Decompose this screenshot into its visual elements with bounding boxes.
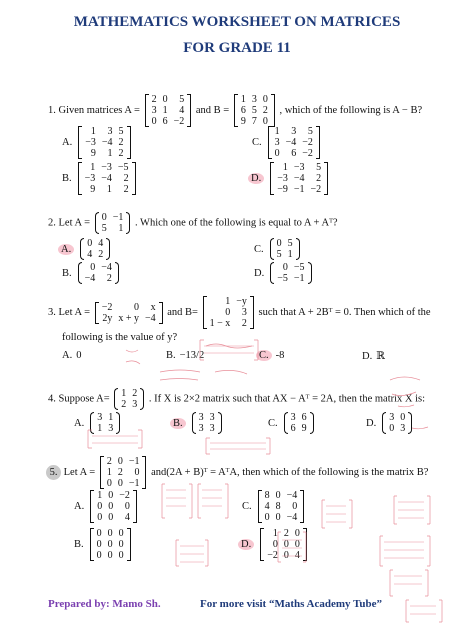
matrix-cell: 0 [96,550,102,561]
matrix-cell: −9 [277,184,288,195]
matrix-cell: 1 [121,388,127,399]
matrix-body [274,162,324,195]
matrix-cell: 1 [108,412,114,423]
option-matrix [90,528,131,561]
matrix-right-bracket [133,490,137,523]
option-matrix [78,162,136,195]
question-text: Suppose A= [58,393,110,405]
question-text: such that A + 2Bᵀ = 0. Then which of the [258,306,431,318]
matrix-cell: −4 [285,137,297,148]
matrix-B [234,94,275,127]
matrix-right-bracket [127,126,131,159]
matrix-cell: 2 [262,105,268,116]
question-number-highlighted: 5. [46,465,61,480]
question-number: 2. [48,217,56,229]
matrix-cell: 3 [151,105,157,116]
q1-option-b[interactable] [62,162,138,195]
matrix-right-bracket [142,456,146,489]
option-matrix [258,490,305,523]
matrix-cell: 4 [124,512,130,523]
matrix-cell: 4 [87,249,93,260]
matrix-cell: 2 [106,273,112,284]
matrix-cell: 1 [272,528,278,539]
q2-option-b[interactable] [62,262,121,284]
option-value: -8 [275,350,285,361]
matrix-right-bracket [159,302,163,324]
matrix-body [196,412,218,434]
question-5 [46,456,428,489]
matrix-body [99,212,127,234]
matrix-cell: −2 [267,550,278,561]
matrix-cell: 0 [118,539,124,550]
matrix-cell: −3 [101,162,112,173]
matrix-cell: 2 [106,456,112,467]
matrix-cell: 6 [301,412,307,423]
matrix-cell: 6 [290,423,296,434]
matrix-cell: 4 [98,238,104,249]
matrix-body [94,490,133,523]
matrix-A [145,94,192,127]
option-matrix [270,262,311,284]
matrix-body [288,412,310,434]
q4-option-b[interactable] [170,412,224,434]
matrix-cell: −3 [85,137,96,148]
matrix-cell: 0 [107,539,113,550]
option-label: C. [252,137,262,148]
question-text: and(2A + B)ᵀ = AᵀA, then which of the following is the matrix B? [151,466,429,478]
q2-option-d[interactable] [254,262,314,284]
matrix-body [94,528,127,561]
option-label: A. [74,501,85,512]
matrix-cell: 1 [240,94,246,105]
matrix-cell: −5 [277,273,288,284]
matrix-body [94,412,116,434]
matrix-right-bracket [316,126,320,159]
matrix-cell: −3 [84,173,96,184]
q1-option-d[interactable] [248,162,330,195]
matrix-cell: 5 [118,126,124,137]
option-matrix [270,162,328,195]
matrix-cell: 9 [301,423,307,434]
matrix-cell: 1 [287,249,293,260]
matrix-right-bracket [115,262,119,284]
matrix-cell: 0 [118,528,124,539]
matrix-cell: 0 [389,423,395,434]
option-matrix [78,262,119,284]
matrix-cell: 3 [274,137,280,148]
matrix-cell: 4 [294,550,300,561]
option-matrix [284,412,314,434]
matrix-right-bracket [106,238,110,260]
matrix-right-bracket [132,162,136,195]
matrix-cell: 0 [264,512,270,523]
matrix-body [84,238,106,260]
option-matrix [382,412,412,434]
matrix-cell: 3 [132,399,138,410]
option-label: D. [362,350,373,362]
q1-option-a[interactable] [62,126,133,159]
matrix-cell: 3 [241,307,247,318]
matrix-cell: 2 [132,388,138,399]
matrix-cell: 2 [283,528,289,539]
matrix-cell: 3 [107,126,113,137]
q5-option-b[interactable] [74,528,133,561]
matrix-cell: 3 [198,423,204,434]
q5-option-c[interactable] [242,490,306,523]
matrix-cell: x [150,301,156,313]
question-4 [48,388,425,410]
matrix-cell: 0 [108,512,114,523]
matrix-cell: 0 [101,212,107,223]
matrix-cell: 9 [90,148,96,159]
matrix-cell: 2 [117,467,123,478]
matrix-cell: −1 [128,478,140,489]
matrix-cell: 3 [251,94,257,105]
matrix-body [238,94,271,127]
option-label: A. [62,137,73,148]
option-label: B. [62,173,72,184]
matrix-cell: −4 [101,137,113,148]
matrix-cell: 0 [292,501,298,512]
q4-option-c[interactable] [268,412,316,434]
matrix-cell: 0 [272,539,278,550]
option-label: C. [254,243,264,255]
question-text: . Which one of the following is equal to A + Aᵀ? [134,217,338,229]
matrix-cell: 0 [96,528,102,539]
matrix-cell: −4 [101,173,112,184]
matrix-body [264,528,303,561]
matrix-cell: −2 [302,137,313,148]
footer-prepared-by: Prepared by: Mamo Sh. [48,598,161,610]
question-3 [48,296,431,329]
matrix-cell: 0 [282,262,288,273]
matrix-cell: 0 [274,148,280,159]
matrix-cell: 0 [124,501,130,512]
matrix-A [95,212,131,234]
matrix-cell: 6 [291,148,297,159]
matrix-cell: −1 [293,273,305,284]
option-label: B. [166,350,176,361]
matrix-right-bracket [310,412,314,434]
q4-option-d[interactable] [366,412,414,434]
question-1 [48,94,422,127]
matrix-cell: −3 [293,162,305,173]
matrix-cell: 1 [97,490,103,501]
matrix-cell: 2 [98,249,104,260]
matrix-cell: 0 [90,262,96,273]
matrix-cell: 2 [241,318,247,329]
matrix-cell: 0 [134,301,139,313]
matrix-cell: 1 [162,105,168,116]
matrix-cell: 6 [162,116,168,127]
option-label: A. [62,350,73,361]
option-matrix [268,126,320,159]
matrix-A [114,388,144,410]
matrix-right-bracket [140,388,144,410]
matrix-cell: 0 [275,512,281,523]
matrix-cell: 5 [316,162,322,173]
matrix-cell: 2 [118,137,124,148]
matrix-right-bracket [187,94,191,127]
matrix-cell: −5 [117,162,129,173]
option-label-highlighted: D. [238,539,254,550]
matrix-cell: 1 [90,162,96,173]
option-matrix [260,528,307,561]
matrix-body [386,412,408,434]
question-text: Let A = [63,466,96,478]
matrix-cell: 0 [151,116,157,127]
matrix-cell: 0 [262,94,268,105]
matrix-cell: 5 [276,249,282,260]
option-label: C. [268,417,278,429]
matrix-cell: 0 [118,550,124,561]
question-text: Let A = [58,306,91,318]
option-label-highlighted: B. [170,418,186,429]
matrix-cell: 1 [274,126,280,137]
matrix-cell: 2y [102,312,113,324]
q4-option-a[interactable] [74,412,122,434]
matrix-cell: 0 [294,528,300,539]
matrix-cell: 0 [106,478,112,489]
matrix-cell: 0 [225,307,231,318]
option-matrix [90,412,120,434]
matrix-cell: 7 [251,116,257,127]
matrix-right-bracket [250,296,254,329]
matrix-cell: −1 [293,184,305,195]
matrix-cell: 1 [118,223,124,234]
matrix-cell: 0 [283,550,289,561]
matrix-cell: 5 [287,238,293,249]
matrix-right-bracket [218,412,222,434]
matrix-right-bracket [300,490,304,523]
matrix-cell: 8 [264,490,270,501]
option-label: C. [242,501,252,512]
matrix-cell: 0 [97,512,103,523]
matrix-cell: 1 [225,296,231,307]
option-matrix [80,238,110,260]
matrix-cell: 1 [97,423,103,434]
matrix-cell: 3 [209,423,215,434]
title-line-2: FOR GRADE 11 [183,40,291,56]
q1-option-c[interactable] [252,126,322,159]
matrix-cell: 2 [316,173,322,184]
q3-option-b[interactable] [166,350,204,361]
question-text: and B = [195,104,230,116]
matrix-cell: −2 [173,116,185,127]
option-label: B. [62,267,72,279]
matrix-cell: −4 [145,312,156,324]
question-number: 4. [48,393,56,405]
matrix-cell: 0 [117,456,123,467]
q3-option-a[interactable] [62,350,81,361]
option-value: 0 [76,350,82,361]
option-label: B. [74,539,84,550]
matrix-right-bracket [271,94,275,127]
matrix-cell: 1 [106,184,112,195]
q3-option-d[interactable] [362,350,385,362]
matrix-cell: 1 [90,126,96,137]
matrix-cell: 2 [118,148,124,159]
option-label: A. [74,417,85,429]
matrix-cell: −4 [293,173,305,184]
matrix-right-bracket [308,262,312,284]
matrix-B [203,296,254,329]
matrix-A [100,456,147,489]
matrix-cell: 0 [107,550,113,561]
matrix-A [95,302,163,324]
matrix-body [149,94,188,127]
matrix-cell: 2 [123,184,129,195]
matrix-cell: 0 [108,490,114,501]
matrix-cell: 3 [291,126,297,137]
question-2 [48,212,338,234]
option-label: D. [254,267,265,279]
option-value: −13/2 [179,350,205,361]
matrix-cell: 5 [251,105,257,116]
question-text: , which of the following is A − B? [279,104,423,116]
matrix-body [82,262,115,284]
matrix-cell: 5 [179,94,185,105]
option-label-highlighted: C. [256,350,272,361]
matrix-cell: −4 [101,262,112,273]
option-matrix [78,126,130,159]
matrix-cell: −1 [128,456,140,467]
matrix-right-bracket [116,412,120,434]
matrix-body [82,162,132,195]
matrix-body [272,126,316,159]
matrix-cell: 2 [151,94,157,105]
matrix-cell: 9 [90,184,96,195]
matrix-cell: 3 [108,423,114,434]
matrix-cell: 3 [290,412,296,423]
matrix-cell: −2 [302,148,313,159]
matrix-right-bracket [408,412,412,434]
matrix-body [104,456,143,489]
matrix-cell: 3 [198,412,204,423]
matrix-cell: 0 [117,478,123,489]
matrix-cell: −4 [84,273,96,284]
option-value: ℝ [376,351,385,362]
question-text: and B= [167,306,198,318]
matrix-body [118,388,140,410]
matrix-cell: 8 [275,501,281,512]
option-label-highlighted: D. [248,173,264,184]
matrix-cell: 1 [106,467,112,478]
matrix-cell: −4 [286,490,298,501]
matrix-cell: 0 [107,528,113,539]
matrix-cell: 5 [101,223,107,234]
matrix-cell: 2 [123,173,129,184]
title-line-1: MATHEMATICS WORKSHEET ON MATRICES [73,14,401,30]
matrix-right-bracket [126,212,130,234]
option-label: D. [366,417,377,429]
option-matrix [90,490,137,523]
question-number: 3. [48,306,56,318]
matrix-cell: 0 [283,539,289,550]
q2-option-a[interactable] [58,238,112,260]
matrix-cell: 0 [134,467,140,478]
matrix-body [274,238,296,260]
option-matrix [192,412,222,434]
question-number: 1. [48,104,56,116]
matrix-cell: 0 [87,238,93,249]
matrix-cell: 1 [107,148,113,159]
option-matrix [270,238,300,260]
matrix-cell: 1 − x [209,318,231,329]
question-text: Given matrices A = [58,104,140,116]
matrix-cell: −1 [112,212,124,223]
matrix-cell: 3 [97,412,103,423]
matrix-cell: 0 [97,501,103,512]
matrix-cell: x + y [118,312,139,324]
matrix-cell: 3 [209,412,215,423]
matrix-cell: 0 [400,412,406,423]
matrix-cell: 0 [108,501,114,512]
matrix-cell: 4 [264,501,270,512]
q5-option-a[interactable] [74,490,139,523]
matrix-cell: 0 [275,490,281,501]
matrix-cell: 4 [179,105,185,116]
matrix-cell: 0 [276,238,282,249]
matrix-cell: 2 [121,399,127,410]
q5-option-d[interactable] [238,528,309,561]
q2-option-c[interactable] [254,238,302,260]
matrix-cell: −2 [119,490,130,501]
matrix-right-bracket [303,528,307,561]
matrix-cell: 3 [389,412,395,423]
matrix-cell: −2 [310,184,322,195]
matrix-cell: 1 [282,162,288,173]
matrix-body [99,302,159,324]
matrix-body [207,296,250,329]
matrix-right-bracket [296,238,300,260]
option-label-highlighted: A. [58,244,74,255]
matrix-cell: −y [236,296,247,307]
matrix-cell: 6 [240,105,246,116]
matrix-body [82,126,126,159]
matrix-cell: 0 [262,116,268,127]
question-text: Let A = [58,217,91,229]
q3-option-c[interactable] [256,350,284,361]
matrix-cell: 5 [307,126,313,137]
question-text: . If X is 2×2 matrix such that AX − Aᵀ = 2A, then the matrix X is: [148,393,426,405]
matrix-right-bracket [127,528,131,561]
matrix-cell: 9 [240,116,246,127]
matrix-body [262,490,301,523]
matrix-cell: 3 [400,423,406,434]
matrix-cell: −2 [101,301,113,313]
matrix-cell: −5 [293,262,305,273]
matrix-right-bracket [324,162,328,195]
matrix-cell: −4 [286,512,298,523]
matrix-cell: 0 [294,539,300,550]
matrix-cell: 0 [96,539,102,550]
question-3-continued: following is the value of y? [62,332,178,343]
matrix-cell: −3 [277,173,288,184]
matrix-body [274,262,307,284]
footer-visit-link[interactable]: For more visit “Maths Academy Tube” [200,598,383,610]
matrix-cell: 0 [162,94,168,105]
